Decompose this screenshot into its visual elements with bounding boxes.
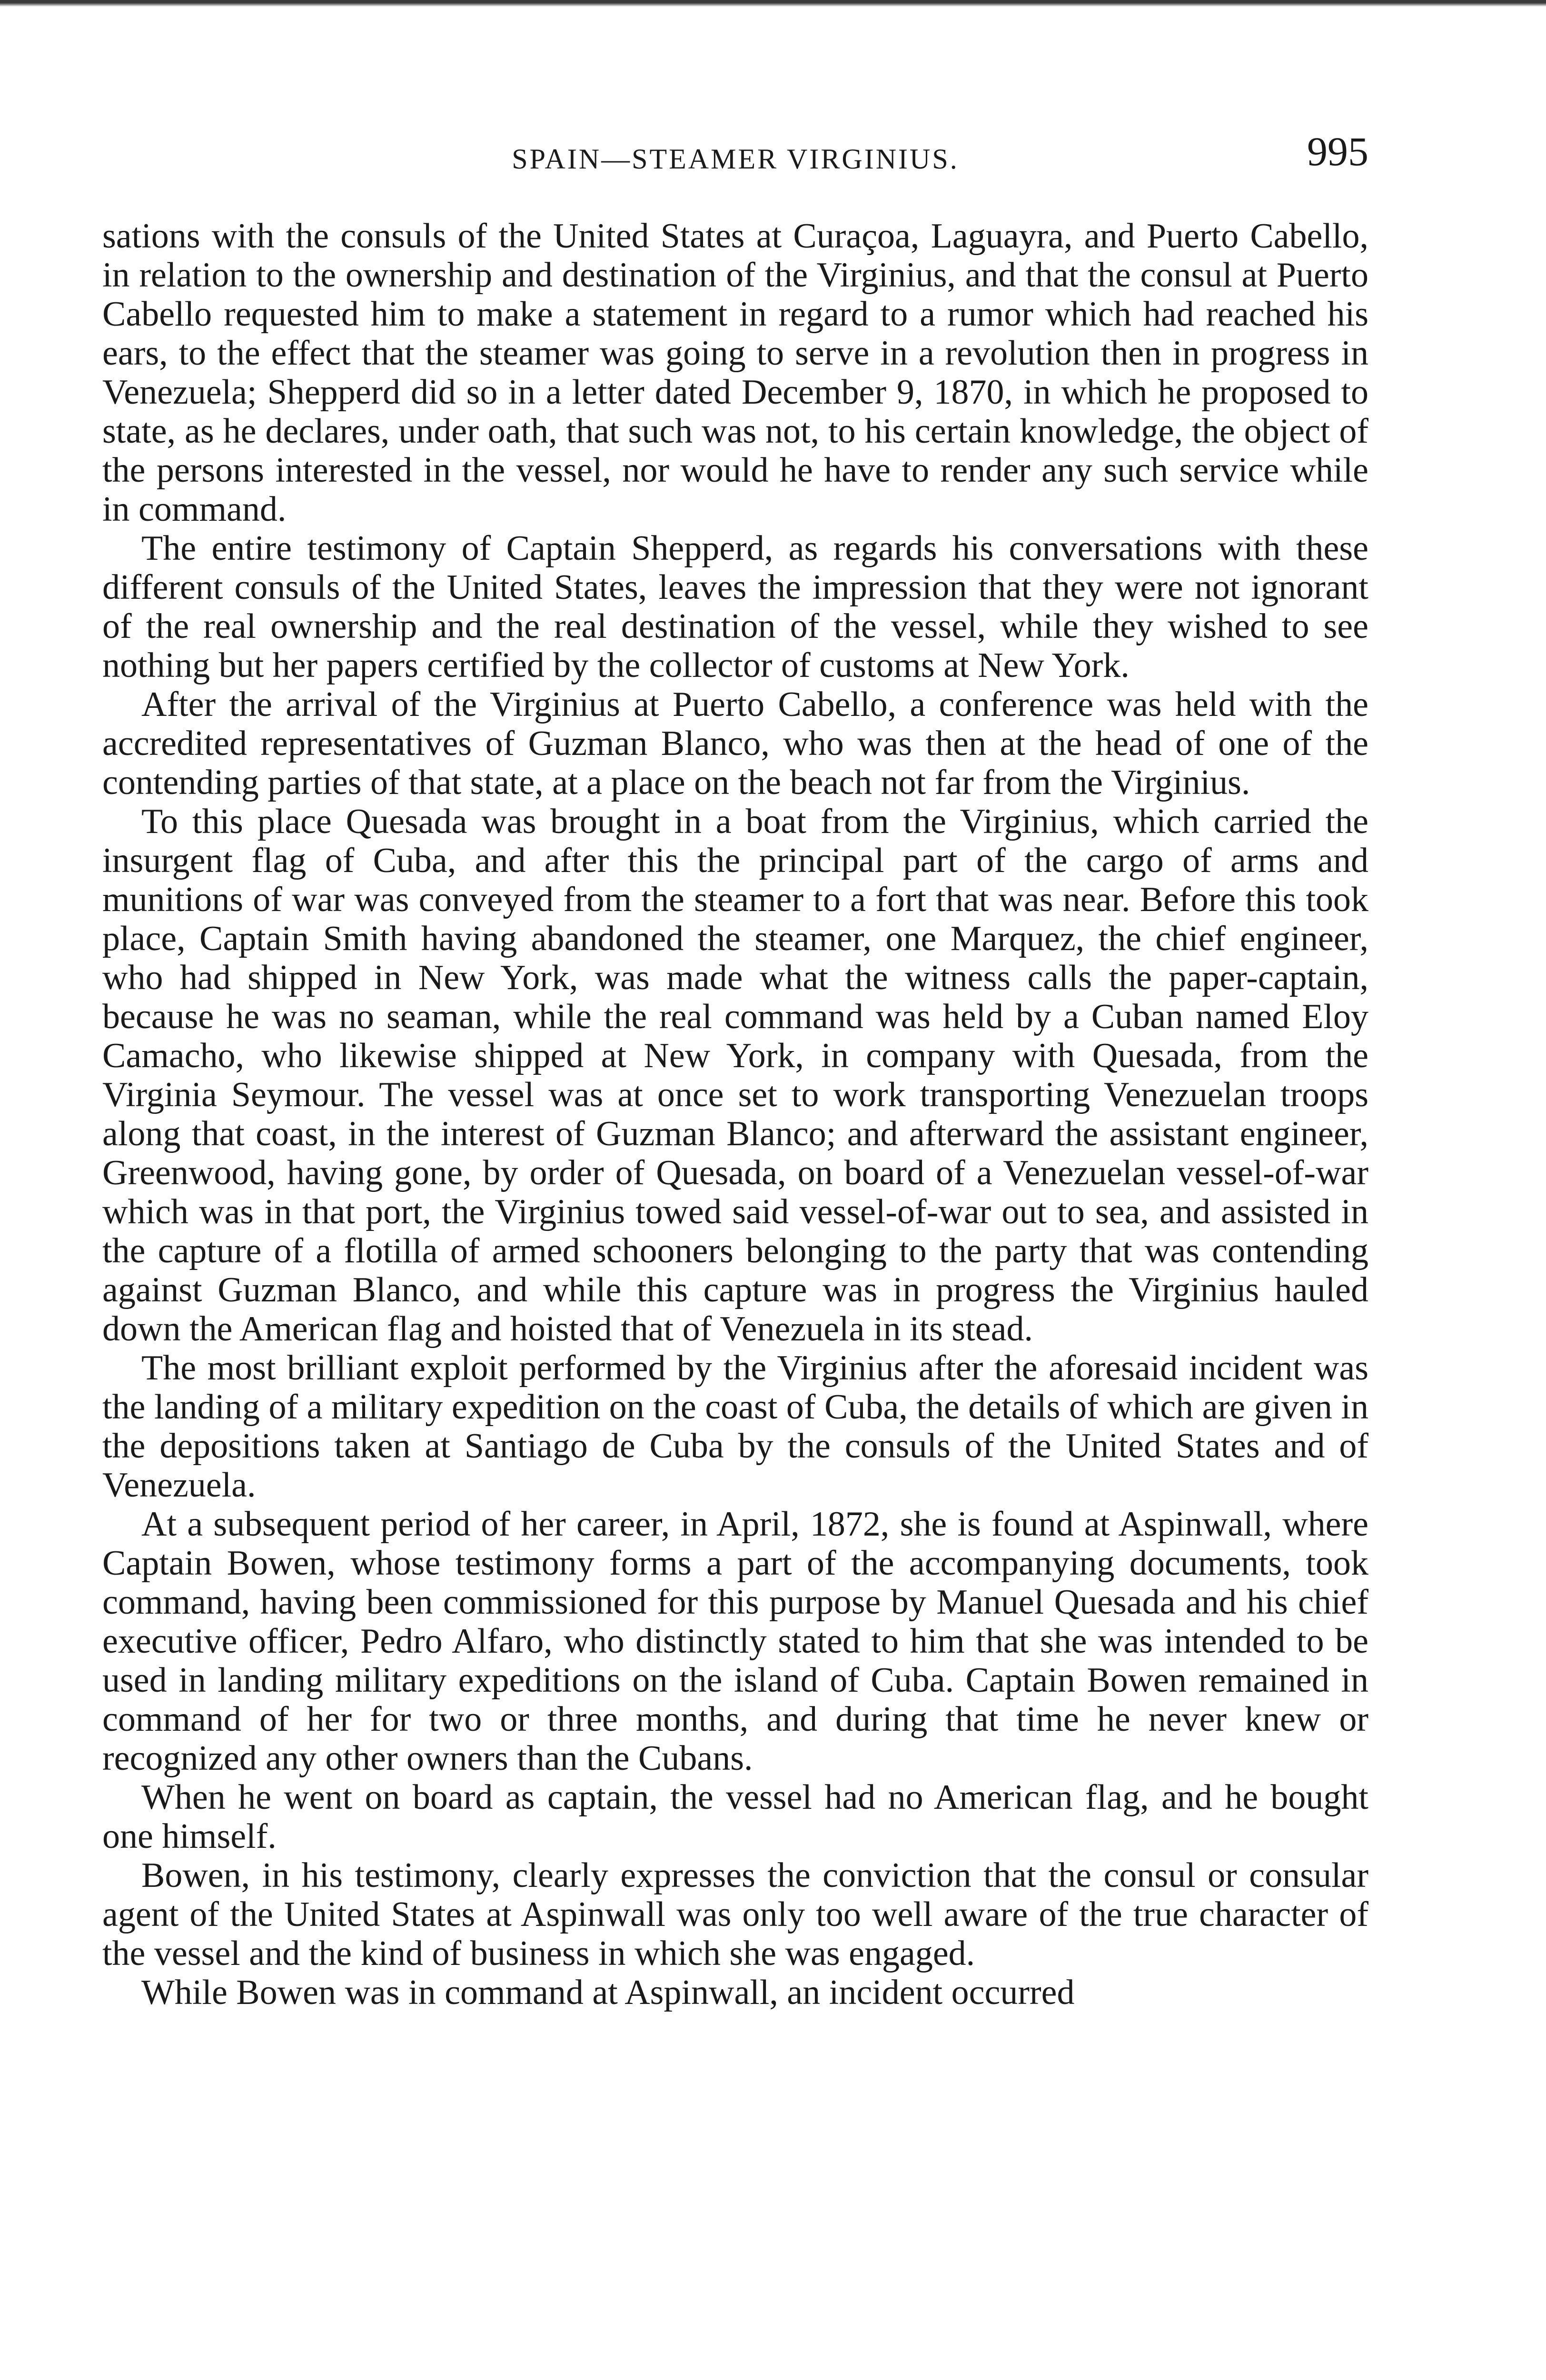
top-edge-rule <box>0 0 1546 7</box>
running-head: SPAIN—STEAMER VIRGINIUS. <box>512 143 959 175</box>
paragraph: When he went on board as captain, the vessel had no American flag, and he bought one himself. <box>102 1778 1368 1856</box>
paragraph: The most brilliant exploit performed by the Virginius after the aforesaid incident was the landing of a military expedition on the coast of Cuba, the details of which are given in the depositions taken at Santiago de Cuba by the consuls of the United States and of Venezuela. <box>102 1349 1368 1505</box>
paragraph: While Bowen was in command at Aspinwall, an incident occurred <box>141 1973 1075 2012</box>
paragraph: sations with the consuls of the United States at Curaçoa, Laguayra, and Puerto Cabello, in relation to the ownership and destination of the Virginius, and that the consul at Puerto Cabello requested him to make a statement in regard to a rumor which had reached his ears, to the effect that the steamer was going to serve in a revolution then in progress in Venezuela; Shepperd did so in a letter dated December 9, 1870, in which he proposed to state, as he declares, under oath, that such was not, to his certain knowledge, the object of the persons interested in the vessel, nor would he have to render any such service while in command. <box>102 217 1368 529</box>
body-text <box>102 217 1368 2380</box>
paragraph: After the arrival of the Virginius at Puerto Cabello, a conference was held with the accredited representatives of Guzman Blanco, who was then at the head of one of the contending parties of that state, at a place on the beach not far from the Virginius. <box>102 685 1368 802</box>
paragraph: Bowen, in his testimony, clearly expresses the conviction that the consul or consular agent of the United States at Aspinwall was only too well aware of the true character of the vessel and the kind of business in which she was engaged. <box>102 1856 1368 1973</box>
page-header <box>102 125 1368 182</box>
paragraph: At a subsequent period of her career, in April, 1872, she is found at Aspinwall, where Captain Bowen, whose testimony forms a part of the accompanying documents, took command, having been commissioned for this purpose by Manuel Quesada and his chief executive officer, Pedro Alfaro, who distinctly stated to him that she was intended to be used in landing military expeditions on the island of Cuba. Captain Bowen remained in command of her for two or three months, and during that time he never knew or recognized any other owners than the Cubans. <box>102 1505 1368 1778</box>
paragraph: To this place Quesada was brought in a boat from the Virginius, which carried the insurgent flag of Cuba, and after this the principal part of the cargo of arms and munitions of war was conveyed from the steamer to a fort that was near. Before this took place, Captain Smith having abandoned the steamer, one Marquez, the chief engineer, who had shipped in New York, was made what the witness calls the paper-captain, because he was no seaman, while the real command was held by a Cuban named Eloy Camacho, who likewise shipped at New York, in company with Quesada, from the Virginia Seymour. The vessel was at once set to work transporting Venezuelan troops along that coast, in the interest of Guzman Blanco; and afterward the assistant engineer, Greenwood, having gone, by order of Quesada, on board of a Venezuelan vessel-of-war which was in that port, the Virginius towed said vessel-of-war out to sea, and assisted in the capture of a flotilla of armed schooners belonging to the party that was contending against Guzman Blanco, and while this capture was in progress the Virginius hauled down the American flag and hoisted that of Venezuela in its stead. <box>102 802 1368 1349</box>
page-number: 995 <box>1307 129 1368 174</box>
paragraph: The entire testimony of Captain Shepperd, as regards his conversations with these different consuls of the United States, leaves the impression that they were not ignorant of the real ownership and the real destination of the vessel, while they wished to see nothing but her papers certified by the collector of customs at New York. <box>102 529 1368 685</box>
